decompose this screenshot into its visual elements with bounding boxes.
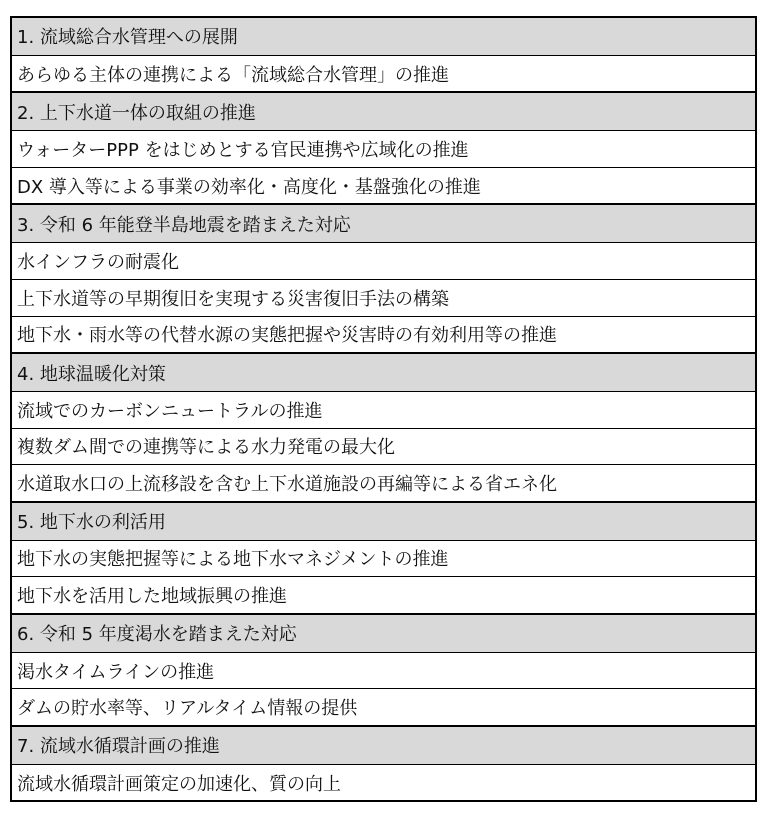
section-item: ダムの貯水率等、リアルタイム情報の提供 [12, 688, 755, 725]
section-2 [12, 91, 755, 203]
section-item: 水道取水口の上流移設を含む上下水道施設の再編等による省エネ化 [12, 464, 755, 501]
section-1 [12, 18, 755, 91]
section-item: 流域水循環計画策定の加速化、質の向上 [12, 764, 755, 801]
section-header: 4. 地球温暖化対策 [12, 354, 755, 391]
section-header: 2. 上下水道一体の取組の推進 [12, 93, 755, 130]
section-item: 地下水・雨水等の代替水源の実態把握や災害時の有効利用等の推進 [12, 316, 755, 353]
section-item: 上下水道等の早期復旧を実現する災害復旧手法の構築 [12, 279, 755, 316]
policy-table [10, 16, 757, 802]
section-5 [12, 501, 755, 613]
section-7 [12, 725, 755, 800]
section-item: 流域でのカーボンニュートラルの推進 [12, 391, 755, 428]
section-6 [12, 613, 755, 725]
section-item: 水インフラの耐震化 [12, 242, 755, 279]
section-header: 6. 令和 5 年度渇水を踏まえた対応 [12, 615, 755, 652]
section-4 [12, 352, 755, 501]
section-item: ウォーターPPP をはじめとする官民連携や広域化の推進 [12, 130, 755, 167]
section-header: 5. 地下水の利活用 [12, 503, 755, 540]
section-item: あらゆる主体の連携による「流域総合水管理」の推進 [12, 55, 755, 92]
section-header: 3. 令和 6 年能登半島地震を踏まえた対応 [12, 205, 755, 242]
section-header: 7. 流域水循環計画の推進 [12, 727, 755, 764]
section-3 [12, 203, 755, 352]
section-item: DX 導入等による事業の効率化・高度化・基盤強化の推進 [12, 167, 755, 204]
section-header: 1. 流域総合水管理への展開 [12, 18, 755, 55]
section-item: 渇水タイムラインの推進 [12, 652, 755, 689]
section-item: 地下水の実態把握等による地下水マネジメントの推進 [12, 540, 755, 577]
section-item: 地下水を活用した地域振興の推進 [12, 576, 755, 613]
section-item: 複数ダム間での連携等による水力発電の最大化 [12, 428, 755, 465]
